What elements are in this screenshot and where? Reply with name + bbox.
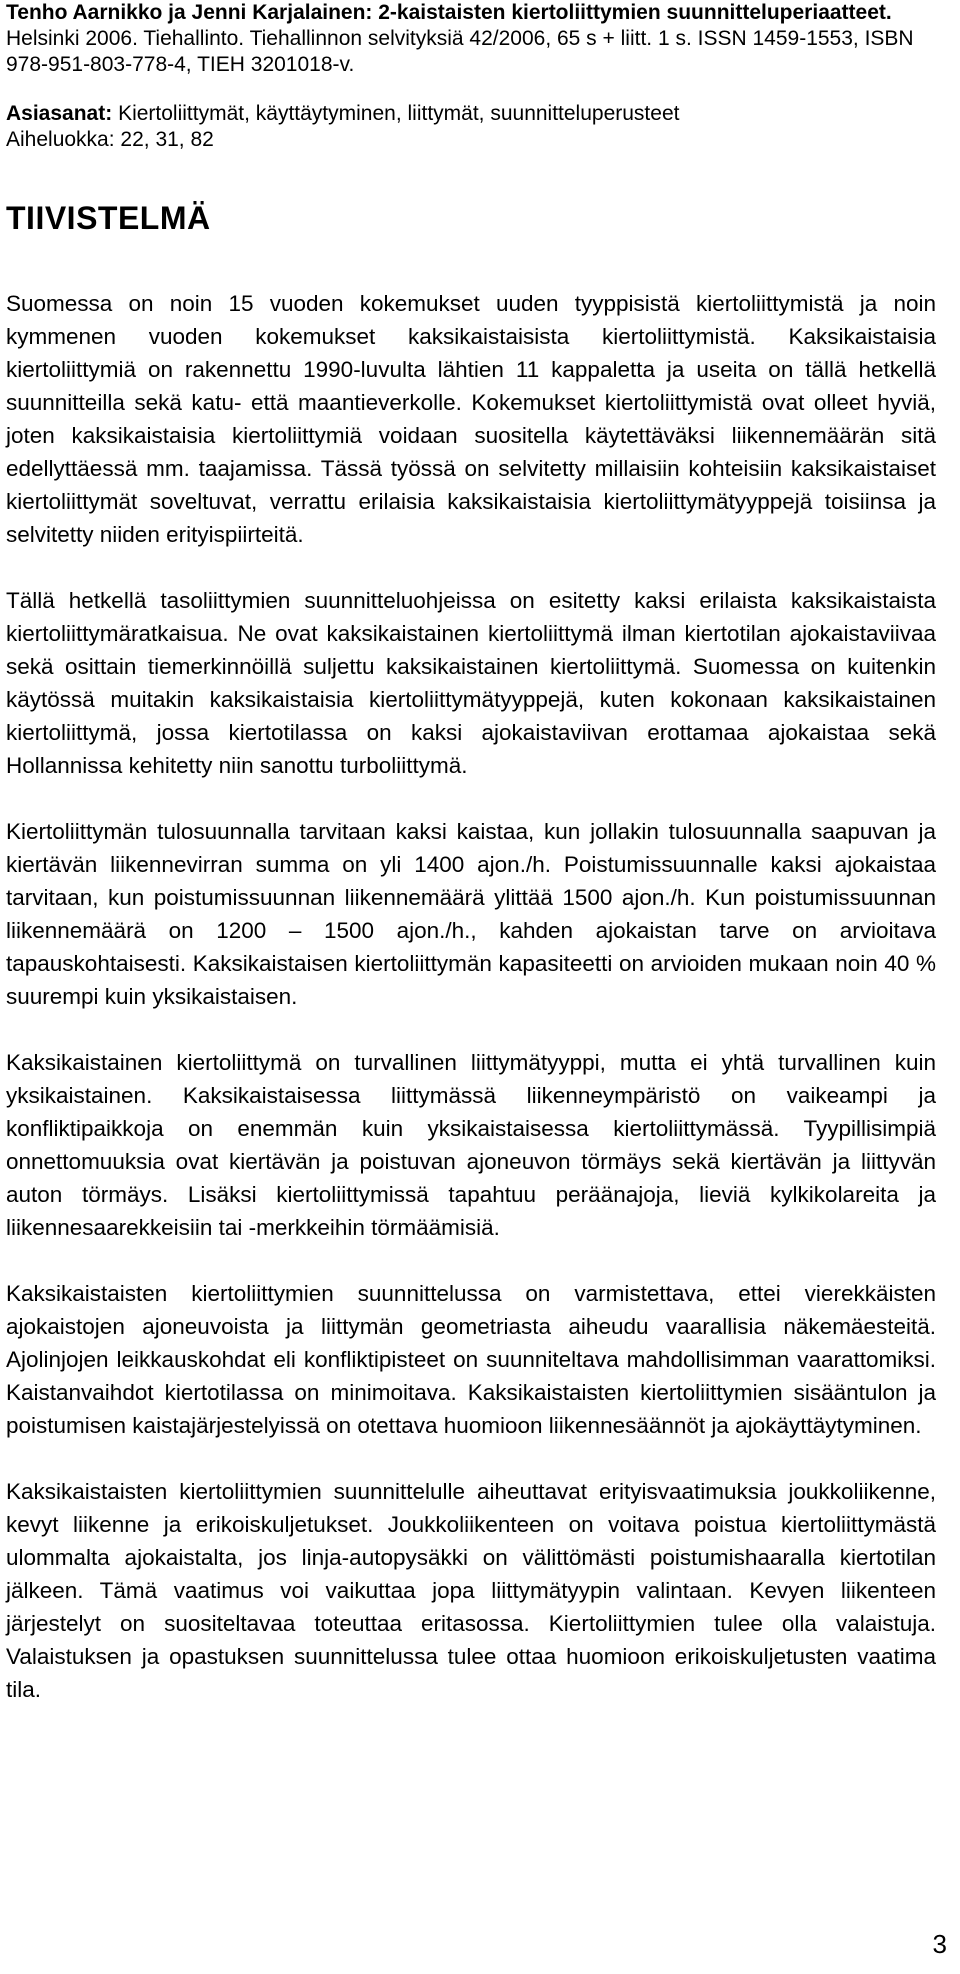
keywords-line [6, 101, 944, 127]
abstract-paragraph-3: Kiertoliittymän tulosuunnalla tarvitaan kaksi kaistaa, kun jollakin tulosuunnalla saapuvan ja kiertävän liikennevirran summa on yli 1400 ajon./h. Poistumissuunnalle kaksi ajokaistaa tarvitaan, kun poistumissuunnan liikennemäärä ylittää 1500 ajon./h. Kun poistumissuunnan liikennemäärä on 1200 – 1500 ajon./h., kahden ajokaistan tarve on arvioitava tapauskohtaisesti. Kaksikaistaisen kiertoliittymän kapasiteetti on arvioiden mukaan noin 40 % suurempi kuin yksikaistaisen. [6, 819, 936, 1009]
keywords-block [6, 101, 944, 153]
subject-class-label: Aiheluokka: [6, 128, 115, 151]
abstract-paragraph-1: Suomessa on noin 15 vuoden kokemukset uuden tyyppisistä kiertoliittymistä ja noin kymmenen vuoden kokemukset kaksikaistaisista kiertoliittymistä. Kaksikaistaisia kiertoliittymiä on rakennettu 1990-luvulta lähtien 11 kappaletta ja useita on tällä hetkellä suunnitteilla sekä katu- että maantieverkolle. Kokemukset kiertoliittymistä ovat olleet hyviä, joten kaksikaistaisia kiertoliittymiä voidaan suositella käytettäväksi liikennemäärän sitä edellyttäessä mm. taajamissa. Tässä työssä on selvitetty millaisiin kohteisiin kaksikaistaiset kiertoliittymät soveltuvat, verrattu erilaisia kaksikaistaisia kiertoliittymätyyppejä toisiinsa ja selvitetty niiden erityispiirteitä. [6, 291, 936, 547]
abstract-paragraph-6: Kaksikaistaisten kiertoliittymien suunnittelulle aiheuttavat erityisvaatimuksia joukkoliikenne, kevyt liikenne ja erikoiskuljetukset. Joukkoliikenteen on voitava poistua kiertoliittymästä ulommalta ajokaistalta, jos linja-autopysäkki on välittömästi poistumishaaralla kiertotilan jälkeen. Tämä vaatimus voi vaikuttaa jopa liittymätyypin valintaan. Kevyen liikenteen järjestelyt on suositeltavaa toteuttaa eritasossa. Kiertoliittymien tulee olla valaistuja. Valaistuksen ja opastuksen suunnittelussa tulee ottaa huomioon erikoiskuljetusten vaatima tila. [6, 1479, 936, 1702]
page-number: 3 [932, 1929, 947, 1959]
biblio-authors-title: Tenho Aarnikko ja Jenni Karjalainen: 2-kaistaisten kiertoliittymien suunnitteluperiaatteet. [6, 1, 892, 24]
abstract-heading: TIIVISTELMÄ [6, 200, 211, 236]
biblio-publication-details: Helsinki 2006. Tiehallinto. Tiehallinnon selvityksiä 42/2006, 65 s + liitt. 1 s. ISSN 1459-1553, ISBN 978-951-803-778-4, TIEH 3201018-v. [6, 27, 914, 76]
abstract-paragraph-2: Tällä hetkellä tasoliittymien suunnitteluohjeissa on esitetty kaksi erilaista kaksikaistaista kiertoliittymäratkaisua. Ne ovat kaksikaistainen kiertoliittymä ilman kiertotilan ajokaistaviivaa sekä osittain tiemerkinnöillä suljettu kaksikaistainen kiertoliittymä. Suomessa on kuitenkin käytössä muitakin kaksikaistaisia kiertoliittymätyyppejä, kuten kokonaan kaksikaistainen kiertoliittymä, jossa kiertotilassa on kaksi ajokaistaviivan erottamaa ajokaistaa sekä Hollannissa kehitetty niin sanottu turboliittymä. [6, 588, 936, 778]
subject-class-line [6, 127, 944, 153]
abstract-body [6, 287, 936, 1739]
subject-class-value: 22, 31, 82 [120, 128, 214, 151]
abstract-paragraph-4: Kaksikaistainen kiertoliittymä on turvallinen liittymätyyppi, mutta ei yhtä turvallinen kuin yksikaistainen. Kaksikaistaisessa liittymässä liikenneympäristö on vaikeampi ja konfliktipaikkoja on enemmän kuin yksikaistaisessa kiertoliittymässä. Tyypillisimpiä onnettomuuksia ovat kiertävän ja poistuvan ajoneuvon törmäys sekä kiertävän ja liittyvän auton törmäys. Lisäksi kiertoliittymissä tapahtuu peräänajoja, lieviä kylkikolareita ja liikennesaarekkeisiin tai -merkkeihin törmäämisiä. [6, 1050, 936, 1240]
keywords-value: Kiertoliittymät, käyttäytyminen, liittymät, suunnitteluperusteet [118, 102, 680, 125]
abstract-paragraph-5: Kaksikaistaisten kiertoliittymien suunnittelussa on varmistettava, ettei vierekkäisten ajokaistojen ajoneuvoista ja liittymän geometriasta aiheudu vaarallisia näkemäesteitä. Ajolinjojen leikkauskohdat eli konfliktipisteet on suunniteltava mahdollisimman vaarattomiksi. Kaistanvaihdot kiertotilassa on minimoitava. Kaksikaistaisten kiertoliittymien sisääntulon ja poistumisen kaistajärjestelyissä on otettava huomioon liikennesäännöt ja ajokäyttäytyminen. [6, 1281, 936, 1438]
keywords-label: Asiasanat: [6, 102, 113, 125]
bibliographic-reference [6, 0, 944, 78]
